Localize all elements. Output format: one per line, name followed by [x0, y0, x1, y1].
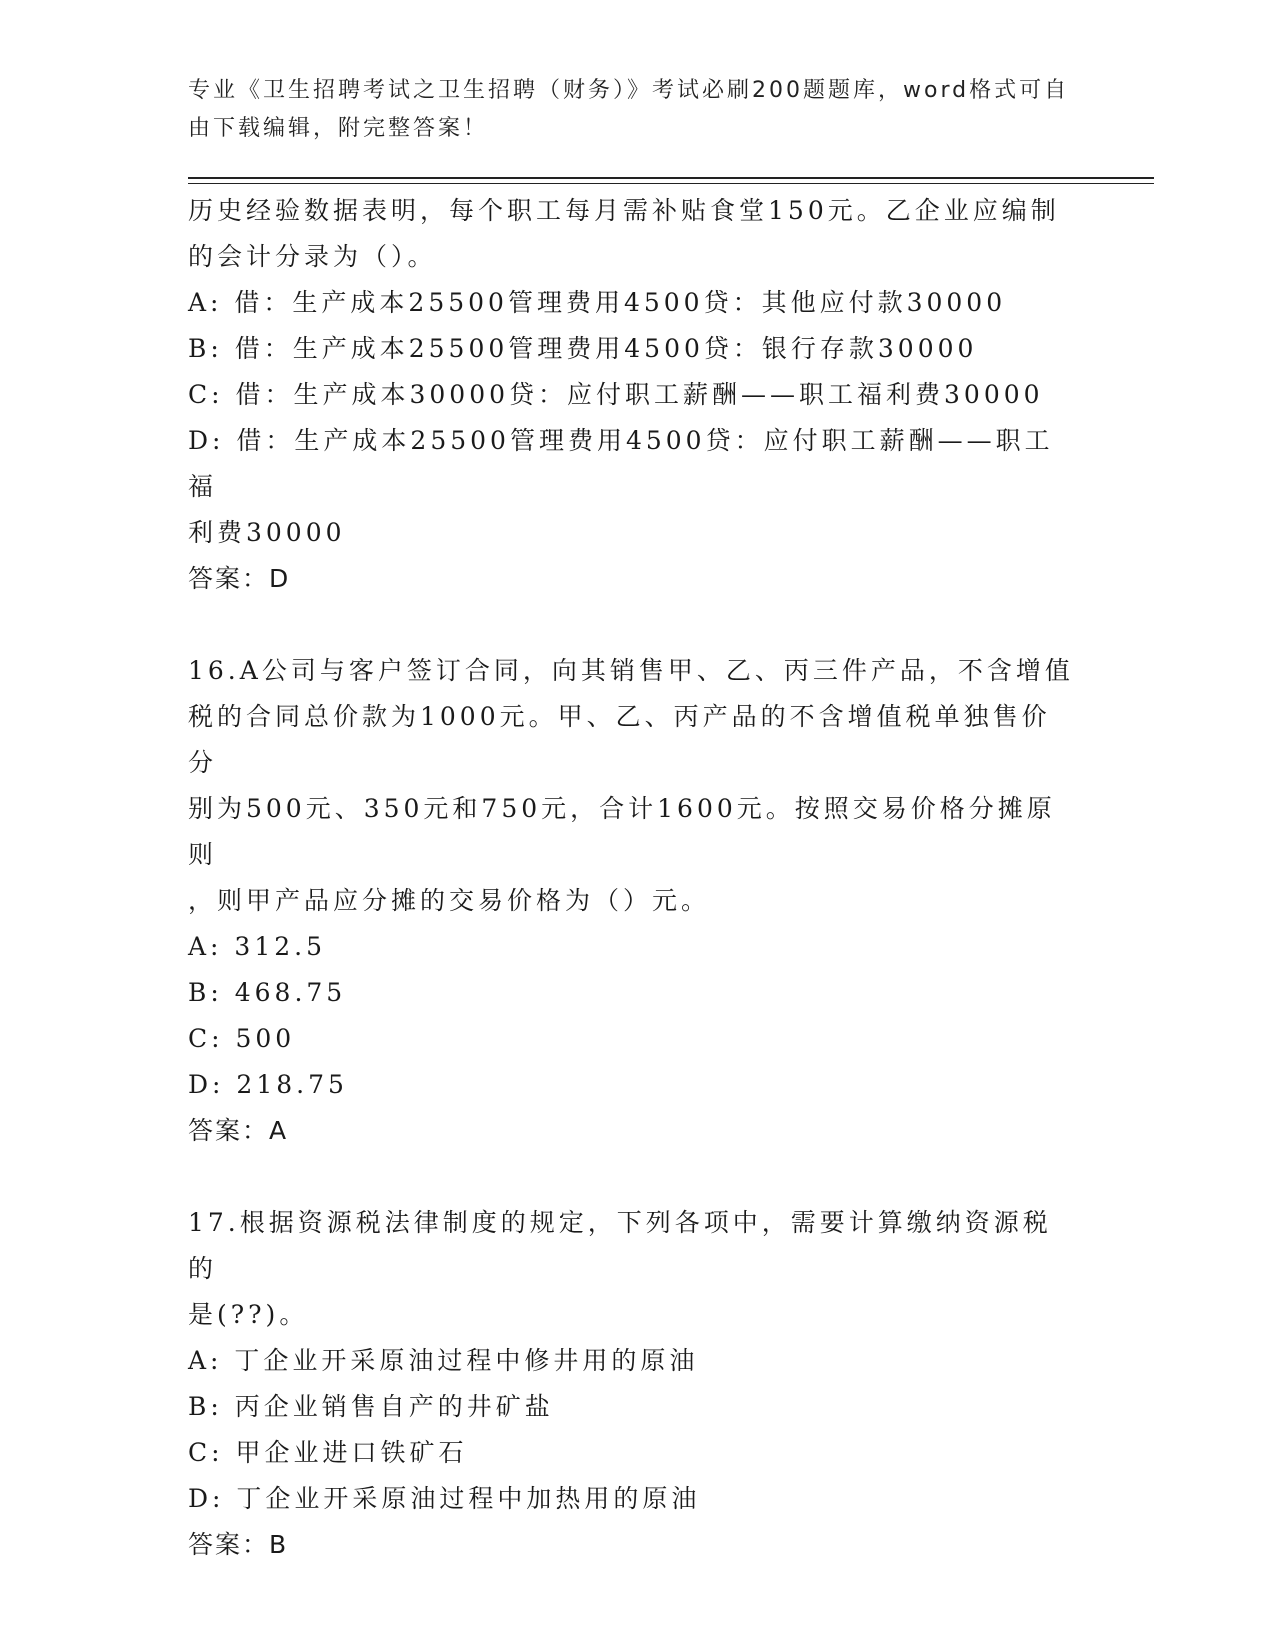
question-15	[188, 188, 1078, 602]
answer-label: 答案：B	[188, 1530, 289, 1559]
option-d: D: 丁企业开采原油过程中加热用的原油	[188, 1484, 701, 1513]
spacer	[188, 1154, 1078, 1200]
option-d: D: 借：生产成本25500管理费用4500贷：应付职工薪酬——职工福	[188, 426, 1054, 501]
question-stem: 历史经验数据表明，每个职工每月需补贴食堂150元。乙企业应编制	[188, 196, 1060, 225]
option-a: A: 丁企业开采原油过程中修井用的原油	[188, 1346, 699, 1375]
question-stem: 16.A公司与客户签订合同，向其销售甲、乙、丙三件产品，不含增值	[188, 656, 1074, 685]
header-line-1: 专业《卫生招聘考试之卫生招聘（财务）》考试必刷200题题库，word格式可自	[188, 78, 1070, 103]
option-d: D: 218.75	[188, 1070, 348, 1099]
header-line-2: 由下载编辑，附完整答案！	[188, 116, 489, 141]
option-b: B: 借：生产成本25500管理费用4500贷：银行存款30000	[188, 334, 978, 363]
header-rule-thick	[188, 177, 1154, 179]
answer-label: 答案：A	[188, 1116, 289, 1145]
answer-label: 答案：D	[188, 564, 291, 593]
option-c: C: 500	[188, 1024, 296, 1053]
option-b: B: 468.75	[188, 978, 347, 1007]
spacer	[188, 602, 1078, 648]
question-stem: 别为500元、350元和750元，合计1600元。按照交易价格分摊原则	[188, 794, 1056, 869]
document-header	[188, 72, 1088, 148]
question-16	[188, 648, 1078, 1154]
header-rule-thin	[188, 183, 1154, 184]
option-b: B: 丙企业销售自产的井矿盐	[188, 1392, 554, 1421]
option-d-continued: 利费30000	[188, 518, 346, 547]
question-stem: ，则甲产品应分摊的交易价格为（）元。	[188, 886, 711, 915]
option-c: C: 借：生产成本30000贷：应付职工薪酬——职工福利费30000	[188, 380, 1044, 409]
question-stem: 17.根据资源税法律制度的规定，下列各项中，需要计算缴纳资源税的	[188, 1208, 1052, 1283]
question-stem: 税的合同总价款为1000元。甲、乙、丙产品的不含增值税单独售价分	[188, 702, 1051, 777]
question-stem: 的会计分录为（）。	[188, 242, 437, 271]
option-c: C: 甲企业进口铁矿石	[188, 1438, 468, 1467]
document-body	[188, 188, 1078, 1568]
option-a: A: 借：生产成本25500管理费用4500贷：其他应付款30000	[188, 288, 1007, 317]
question-17	[188, 1200, 1078, 1568]
question-stem: 是(??)。	[188, 1300, 309, 1329]
option-a: A: 312.5	[188, 932, 326, 961]
